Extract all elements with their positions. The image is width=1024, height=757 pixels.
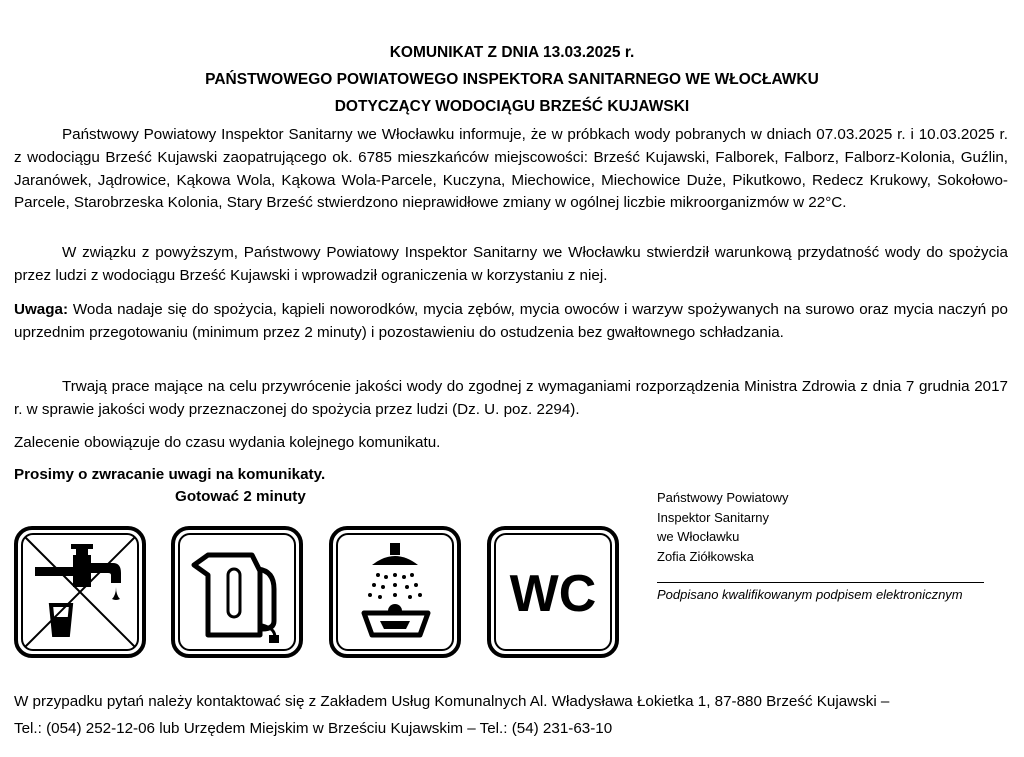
signature-block: [657, 488, 789, 566]
attention-request: Prosimy o zwracanie uwagi na komunikaty.: [14, 466, 326, 483]
header-title: KOMUNIKAT Z DNIA 13.03.2025 r.: [389, 44, 635, 61]
contact-line-2: Tel.: (054) 252-12-06 lub Urzędem Miejskim w Brześciu Kujawskim – Tel.: (54) 231-63-10: [14, 719, 613, 737]
paragraph-findings: [14, 124, 1008, 215]
signature-name: Zofia Ziółkowska: [657, 548, 754, 564]
paragraph-warning: [14, 299, 1008, 345]
warning-text: Woda nadaje się do spożycia, kąpieli noworodków, mycia zębów, mycia owoców i warzyw spożywanych na surowo oraz mycia naczyń po uprzednim przegotowaniu (minimum przez 2 minuty) i pozostawieniu do ostudzenia bez gwałtownego schładzania.: [14, 301, 1008, 341]
paragraph-works-text: Trwają prace mające na celu przywrócenie jakości wody do zgodnej z wymaganiami rozporządzenia Ministra Zdrowia z dnia 7 grudnia 2017 r. w sprawie jakości wody przeznaczonej do spożycia przez ludzi (Dz. U. poz. 2294).: [14, 378, 1008, 418]
paragraph-decision-text: W związku z powyższym, Państwowy Powiatowy Inspektor Sanitarny we Włocławku stwierdził warunkową przydatność wody do spożycia przez ludzi z wodociągu Brześć Kujawski i wprowadził ograniczenia w korzystaniu z niej.: [14, 244, 1008, 284]
no-drinking-tap-icon: [13, 525, 147, 659]
signature-line-3: we Włocławku: [657, 529, 740, 544]
shower-bath-icon: [328, 525, 462, 659]
warning-label: Uwaga:: [14, 301, 69, 318]
signature-note: Podpisano kwalifikowanym podpisem elektronicznym: [657, 587, 963, 602]
contact-info: [14, 689, 1012, 742]
contact-line-1: W przypadku pytań należy kontaktować się z Zakładem Usług Komunalnych Al. Władysława Łokietka 1, 87-880 Brześć Kujawski –: [14, 693, 890, 710]
header-authority: PAŃSTWOWEGO POWIATOWEGO INSPEKTORA SANITARNEGO WE WŁOCŁAWKU: [205, 71, 819, 88]
kettle-icon: [170, 525, 304, 659]
paragraph-works: [14, 376, 1008, 422]
signature-divider: [657, 582, 984, 583]
signature-line-1: Państwowy Powiatowy: [657, 490, 789, 505]
signature-line-2: Inspektor Sanitarny: [657, 509, 770, 525]
paragraph-findings-text: Państwowy Powiatowy Inspektor Sanitarny we Włocławku informuje, że w próbkach wody pobranych w dniach 07.03.2025 r. i 10.03.2025 r. z wodociągu Brześć Kujawski zaopatrującego ok. 6785 mieszkańców miejscowości: Brześć Kujawski, Falborek, Falborz, Falborz-Kolonia, Guźlin, Jaranówek, Jądrowice, Kąkowa Wola, Kąkowa Wola-Parcele, Kuczyna, Miechowice, Miechowice Duże, Pikutkowo, Redecz Krukowy, Sokołowo-Parcele, Starobrzeska Kolonia, Stary Brześć stwierdzono nieprawidłowe zmiany w ogólnej liczbie mikroorganizmów w 22°C.: [14, 126, 1008, 212]
wc-icon: [486, 525, 620, 659]
paragraph-validity: Zalecenie obowiązuje do czasu wydania kolejnego komunikatu.: [14, 434, 441, 451]
wc-label: WC: [509, 565, 597, 623]
boil-caption: Gotować 2 minuty: [175, 488, 306, 505]
paragraph-decision: [14, 242, 1008, 288]
header-subject: DOTYCZĄCY WODOCIĄGU BRZEŚĆ KUJAWSKI: [334, 98, 690, 115]
